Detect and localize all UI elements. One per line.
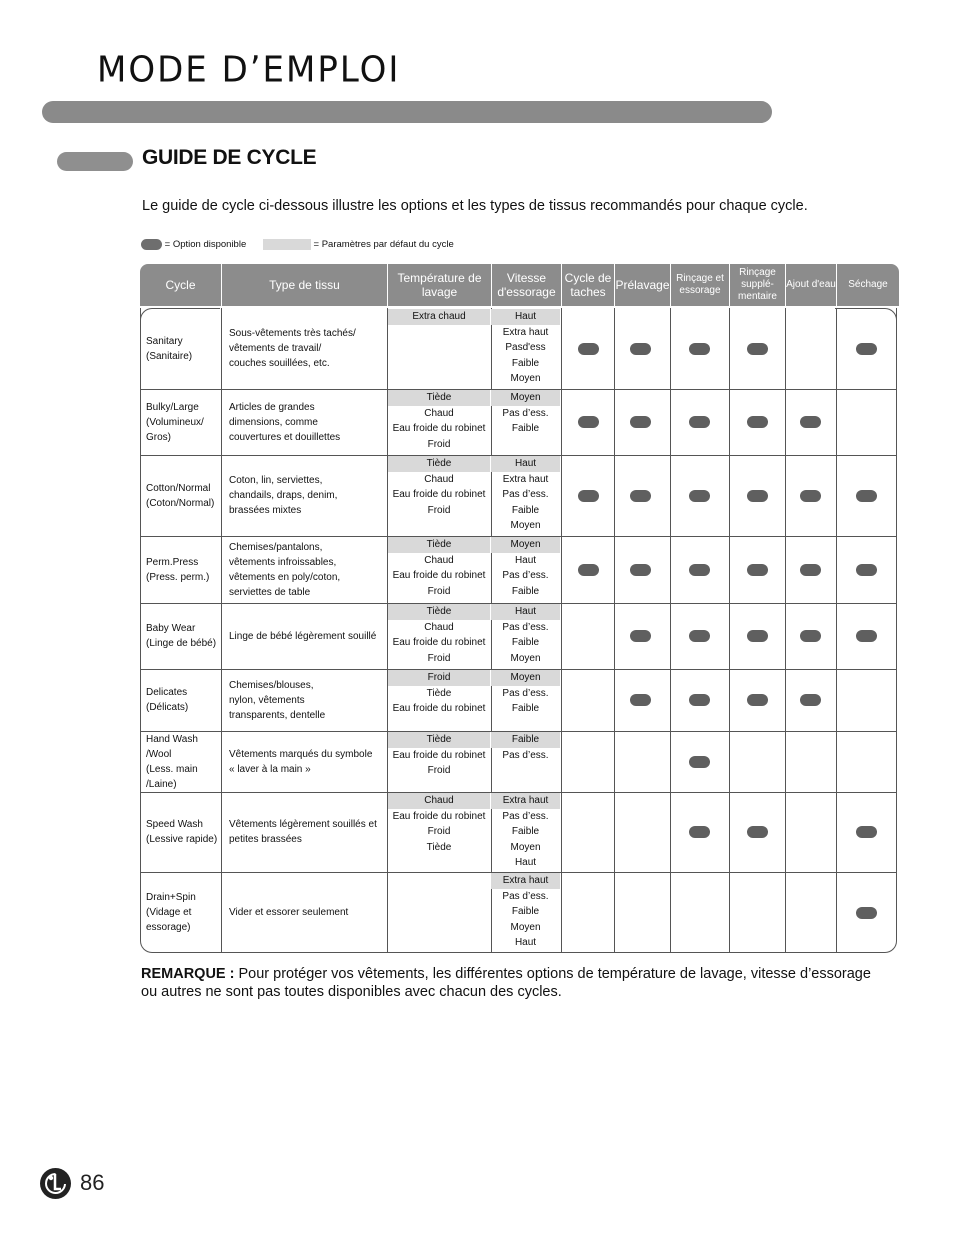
temperature-option: Eau froide du robinet — [392, 637, 486, 648]
fabric-line: vêtements infroissables, — [229, 556, 337, 568]
fabric-line: Chemises/blouses, — [229, 679, 314, 691]
spin-option: Faible — [511, 906, 540, 917]
spin-option: Haut — [514, 554, 537, 566]
temperature-option: Chaud — [424, 554, 454, 566]
cycle-name — [146, 334, 220, 364]
temperature-option: Tiède — [426, 841, 452, 853]
spin-options — [491, 670, 560, 717]
spin-options — [491, 793, 560, 871]
legend-default-label: = Paramètres par défaut du cycle — [313, 239, 454, 250]
cycle-line: (Linge de bébé) — [146, 638, 217, 649]
cycle-line: (Less. main — [146, 763, 198, 775]
temperature-default: Tiède — [388, 604, 490, 620]
cycle-name — [146, 817, 220, 847]
header-prewash: Prélavage — [614, 264, 670, 306]
option-dot-icon — [800, 490, 821, 502]
spin-option: Faible — [511, 826, 540, 837]
cycle-line: (Vidage et — [146, 907, 192, 918]
column-divider — [785, 308, 786, 953]
default-swatch — [263, 239, 311, 250]
spin-option: Faible — [511, 504, 540, 516]
fabric-line: Chemises/pantalons, — [229, 541, 323, 553]
cycle-name — [146, 555, 220, 585]
option-dot-icon — [800, 564, 821, 576]
cycle-line: essorage) — [146, 922, 191, 933]
fabric-line: chandails, draps, denim, — [229, 490, 338, 501]
temperature-default: Tiède — [388, 732, 490, 748]
temperature-default: Tiède — [388, 537, 490, 553]
header-rinse-spin: Rinçage et essorage — [670, 264, 729, 306]
option-dot-icon — [689, 490, 710, 502]
fabric-line: Vider et essorer seulement — [229, 907, 349, 918]
cycle-line: (Coton/Normal) — [146, 497, 215, 509]
spin-option: Faible — [511, 703, 540, 714]
cycle-line: Sanitary — [146, 335, 183, 347]
cycle-line: /Laine) — [146, 778, 177, 790]
spin-option: Faible — [511, 423, 540, 434]
cycle-line: /Wool — [146, 748, 172, 760]
fabric-line: Sous-vêtements très tachés/ — [229, 328, 356, 339]
option-dot-icon — [747, 416, 768, 428]
cycle-name — [146, 685, 220, 715]
header-cycle: Cycle — [165, 278, 196, 292]
option-dot-icon — [689, 826, 710, 838]
header-add-water: Ajout d'eau — [785, 264, 836, 306]
cycle-line: (Lessive rapide) — [146, 834, 218, 845]
option-dot-icon — [689, 343, 710, 355]
spin-option: Extra haut — [502, 326, 549, 338]
header-spin: Vitesse d'essorage — [491, 264, 561, 306]
spin-default: Moyen — [491, 670, 560, 686]
temperature-option: Chaud — [424, 407, 454, 419]
option-dot-icon — [630, 630, 651, 642]
cycle-line: (Volumineux/ — [146, 416, 204, 428]
fabric-type — [229, 905, 384, 920]
temperature-options — [388, 670, 490, 717]
fabric-line: Vêtements marqués du symbole — [229, 748, 373, 760]
header-extra-rinse: Rinçage supplé-mentaire — [729, 264, 785, 306]
remarque-note — [141, 965, 881, 1001]
temperature-option: Chaud — [424, 621, 454, 633]
temperature-option: Chaud — [424, 473, 454, 485]
header-bar — [42, 101, 772, 123]
temperature-options — [388, 309, 490, 325]
spin-default: Extra haut — [491, 793, 560, 809]
fabric-line: couvertures et douillettes — [229, 431, 341, 443]
option-dot-icon — [800, 630, 821, 642]
option-dot-icon — [141, 239, 162, 250]
spin-option: Extra haut — [502, 473, 549, 485]
temperature-option: Froid — [427, 504, 451, 516]
fabric-line: petites brassées — [229, 834, 302, 845]
option-dot-icon — [747, 630, 768, 642]
temperature-option: Eau froide du robinet — [392, 570, 486, 581]
temperature-option: Froid — [427, 826, 451, 837]
legend-option-label: = Option disponible — [164, 239, 247, 250]
remarque-text: Pour protéger vos vêtements, les différentes options de température de lavage, vitesse d’essorage ou autres ne sont pas toutes disponibles avec chacun des cycles. — [141, 966, 871, 1000]
spin-option: Pas d’ess. — [502, 570, 549, 581]
fabric-line: brassées mixtes — [229, 505, 302, 516]
fabric-line: serviettes de table — [229, 586, 311, 598]
spin-option: Pas d’ess. — [502, 407, 549, 419]
fabric-line: Linge de bébé légèrement souillé — [229, 630, 377, 642]
option-dot-icon — [747, 694, 768, 706]
option-dot-icon — [630, 416, 651, 428]
column-divider — [670, 308, 671, 953]
fabric-line: Vêtements légèrement souillés et — [229, 819, 377, 830]
section-title: GUIDE DE CYCLE — [142, 146, 317, 169]
option-dot-icon — [856, 826, 877, 838]
temperature-option: Eau froide du robinet — [392, 489, 486, 500]
cycle-line: Baby Wear — [146, 623, 196, 634]
temperature-options — [388, 604, 490, 666]
spin-option: Pas d’ess. — [502, 687, 549, 699]
spin-option: Faible — [511, 637, 540, 648]
spin-option: Moyen — [510, 373, 541, 384]
option-dot-icon — [630, 694, 651, 706]
column-divider — [729, 308, 730, 953]
fabric-line: nylon, vêtements — [229, 694, 305, 706]
remarque-label: REMARQUE : — [141, 966, 235, 982]
option-dot-icon — [747, 490, 768, 502]
spin-option: Moyen — [510, 841, 541, 853]
column-divider — [836, 308, 837, 953]
cycle-name — [146, 890, 220, 935]
spin-options — [491, 390, 560, 437]
option-dot-icon — [800, 694, 821, 706]
spin-default: Moyen — [491, 390, 560, 406]
temperature-options — [388, 793, 490, 855]
spin-options — [491, 604, 560, 666]
spin-default: Faible — [491, 732, 560, 748]
cycle-line: Speed Wash — [146, 819, 203, 830]
fabric-line: transparents, dentelle — [229, 709, 326, 721]
fabric-line: dimensions, comme — [229, 416, 318, 428]
option-dot-icon — [856, 907, 877, 919]
temperature-default: Froid — [388, 670, 490, 686]
temperature-option: Froid — [427, 438, 451, 450]
cycle-name — [146, 732, 220, 792]
cycle-line: Delicates — [146, 687, 188, 698]
fabric-type — [229, 326, 384, 371]
temperature-option: Eau froide du robinet — [392, 703, 486, 714]
fabric-type — [229, 747, 384, 777]
option-dot-icon — [578, 343, 599, 355]
header-dry: Séchage — [836, 264, 899, 306]
option-dot-icon — [747, 826, 768, 838]
option-dot-icon — [630, 564, 651, 576]
cycle-line: Cotton/Normal — [146, 482, 211, 494]
spin-option: Moyen — [510, 652, 541, 664]
spin-options — [491, 309, 560, 387]
table-top-right-corner — [835, 308, 897, 320]
legend — [141, 239, 454, 250]
cycle-line: Perm.Press — [146, 556, 199, 568]
option-dot-icon — [747, 343, 768, 355]
spin-option: Pas d’ess. — [502, 621, 549, 633]
temperature-default: Chaud — [388, 793, 490, 809]
page-header-title: MODE D’EMPLOI — [97, 49, 401, 91]
option-dot-icon — [578, 490, 599, 502]
fabric-type — [229, 817, 384, 847]
spin-option: Pas d’ess. — [502, 749, 549, 761]
cycle-line: Gros) — [146, 431, 171, 443]
column-divider — [221, 308, 222, 953]
spin-default: Moyen — [491, 537, 560, 553]
spin-option: Faible — [511, 585, 540, 597]
spin-options — [491, 456, 560, 534]
spin-default: Extra haut — [491, 873, 560, 889]
temperature-option: Eau froide du robinet — [392, 423, 486, 434]
option-dot-icon — [856, 343, 877, 355]
fabric-line: couches souillées, etc. — [229, 358, 330, 369]
temperature-options — [388, 732, 490, 779]
fabric-line: vêtements de travail/ — [229, 343, 322, 354]
option-dot-icon — [689, 694, 710, 706]
table-top-left-corner — [140, 308, 220, 320]
spin-option: Pas d’ess. — [502, 890, 549, 902]
option-dot-icon — [856, 564, 877, 576]
temperature-default: Extra chaud — [388, 309, 490, 325]
temperature-options — [388, 537, 490, 599]
temperature-default: Tiède — [388, 390, 490, 406]
option-dot-icon — [689, 756, 710, 768]
spin-option: Faible — [511, 357, 540, 369]
fabric-type — [229, 473, 384, 518]
spin-options — [491, 537, 560, 599]
spin-option: Moyen — [510, 921, 541, 933]
cycle-name — [146, 400, 220, 445]
intro-text: Le guide de cycle ci-dessous illustre les options et les types de tissus recommandés pour chaque cycle. — [142, 198, 808, 214]
spin-option: Pasd'ess — [505, 342, 546, 353]
fabric-line: Coton, lin, serviettes, — [229, 475, 323, 486]
header-stain: Cycle de taches — [561, 264, 614, 306]
cycle-line: (Délicats) — [146, 702, 189, 713]
spin-options — [491, 873, 560, 951]
temperature-option: Froid — [427, 652, 451, 664]
spin-option: Haut — [514, 937, 537, 948]
fabric-line: « laver à la main » — [229, 763, 311, 775]
section-pill — [57, 152, 133, 171]
temperature-default: Tiède — [388, 456, 490, 472]
option-dot-icon — [800, 416, 821, 428]
spin-options — [491, 732, 560, 763]
fabric-type — [229, 629, 384, 644]
header-temp: Température de lavage — [387, 264, 491, 306]
cycle-line: Drain+Spin — [146, 892, 196, 903]
option-dot-icon — [630, 343, 651, 355]
option-dot-icon — [856, 490, 877, 502]
option-dot-icon — [689, 630, 710, 642]
fabric-line: vêtements en poly/coton, — [229, 571, 341, 583]
table-header — [140, 264, 899, 306]
temperature-option: Froid — [427, 765, 451, 776]
cycle-name — [146, 481, 220, 511]
option-dot-icon — [578, 416, 599, 428]
fabric-type — [229, 678, 384, 723]
temperature-options — [388, 456, 490, 518]
option-dot-icon — [689, 416, 710, 428]
cycle-name — [146, 621, 220, 651]
option-dot-icon — [689, 564, 710, 576]
spin-default: Haut — [491, 604, 560, 620]
temperature-option: Froid — [427, 585, 451, 597]
spin-default: Haut — [491, 456, 560, 472]
column-divider — [614, 308, 615, 953]
cycle-line: (Press. perm.) — [146, 571, 210, 583]
column-divider — [561, 308, 562, 953]
spin-option: Haut — [514, 857, 537, 868]
option-dot-icon — [630, 490, 651, 502]
cycle-line: (Sanitaire) — [146, 350, 193, 362]
spin-option: Pas d’ess. — [502, 489, 549, 500]
lg-logo-icon — [39, 1167, 72, 1200]
option-dot-icon — [578, 564, 599, 576]
option-dot-icon — [747, 564, 768, 576]
spin-default: Haut — [491, 309, 560, 325]
fabric-line: Articles de grandes — [229, 401, 315, 413]
cycle-line: Bulky/Large — [146, 401, 199, 413]
spin-option: Moyen — [510, 520, 541, 531]
option-dot-icon — [856, 630, 877, 642]
fabric-type — [229, 400, 384, 445]
temperature-option: Eau froide du robinet — [392, 749, 486, 761]
spin-option: Pas d’ess. — [502, 810, 549, 822]
temperature-option: Tiède — [426, 687, 452, 699]
fabric-type — [229, 540, 384, 600]
header-fabric: Type de tissu — [221, 264, 387, 306]
temperature-options — [388, 390, 490, 452]
cycle-line: Hand Wash — [146, 733, 198, 745]
temperature-option: Eau froide du robinet — [392, 810, 486, 822]
page-number: 86 — [80, 1170, 105, 1195]
